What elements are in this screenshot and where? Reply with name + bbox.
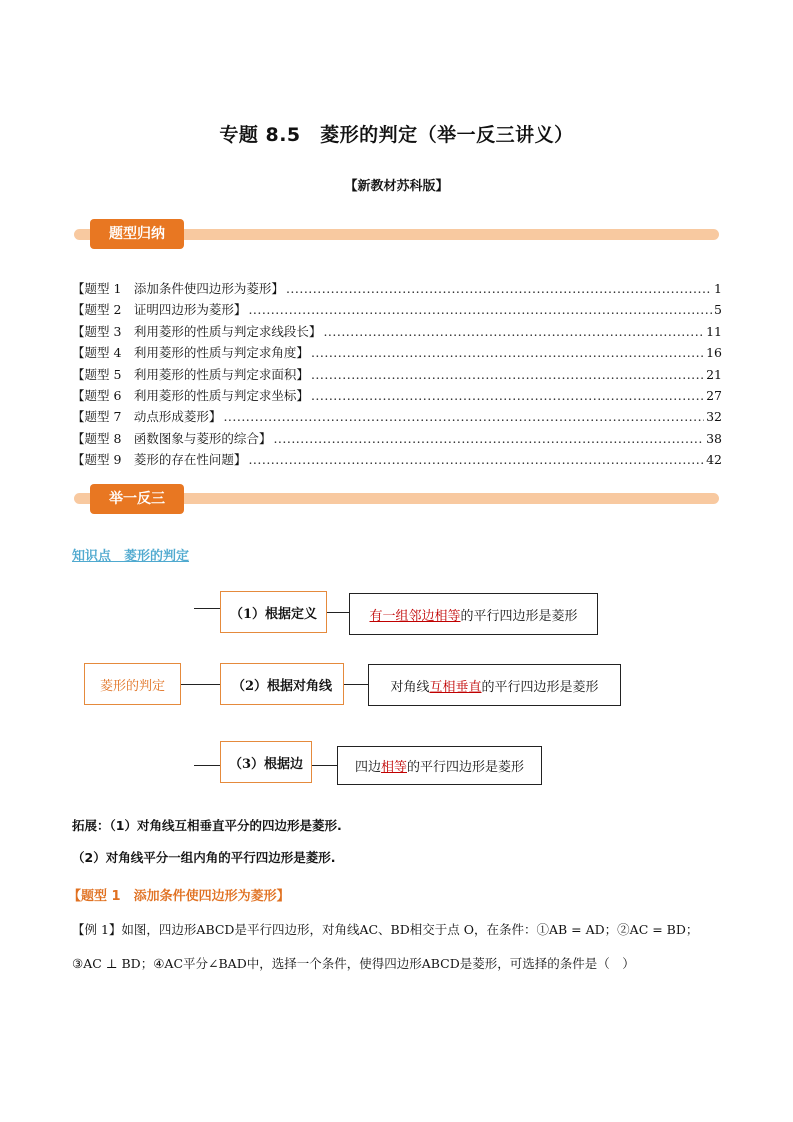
toc-leader-dots <box>311 388 704 403</box>
method-2-label: （2）根据对角线 <box>231 678 333 694</box>
method-3-result <box>337 746 542 785</box>
toc-item[interactable] <box>72 386 722 407</box>
toc-item-label: 【题型 6 利用菱形的性质与判定求坐标】 <box>72 388 309 403</box>
page-subtitle: 【新教材苏科版】 <box>344 179 449 194</box>
method-1-highlight: 有一组邻边相等 <box>369 608 461 624</box>
toc-item-label: 【题型 1 添加条件使四边形为菱形】 <box>72 281 284 296</box>
toc-item[interactable] <box>72 407 722 428</box>
diagram-root <box>84 663 181 705</box>
method-3-highlight: 相等 <box>380 760 407 775</box>
type-1-heading: 【题型 1 添加条件使四边形为菱形】 <box>68 889 290 904</box>
toc-item-label: 【题型 9 菱形的存在性问题】 <box>72 452 247 468</box>
toc-item[interactable] <box>72 365 722 386</box>
toc-item-label: 【题型 3 利用菱形的性质与判定求线段长】 <box>72 323 322 339</box>
toc-item-page: 16 <box>706 345 722 361</box>
page-title: 专题 8.5 菱形的判定（举一反三讲义） <box>219 124 574 146</box>
toc-leader-dots <box>323 324 704 339</box>
toc-item-label: 【题型 5 利用菱形的性质与判定求面积】 <box>72 366 309 382</box>
connector <box>312 765 337 766</box>
method-2-pre: 对角线 <box>390 679 430 695</box>
toc-item[interactable] <box>72 429 722 450</box>
method-1-result <box>349 593 598 635</box>
connector <box>327 612 349 613</box>
connector <box>194 608 220 609</box>
toc-item[interactable] <box>72 322 722 343</box>
example-1-line-2: ③AC ⊥ BD；④AC平分∠BAD中，选择一个条件，使得四边形ABCD是菱形，可选择的条件是（ ） <box>72 956 635 971</box>
method-1-label: （1）根据定义 <box>229 606 318 622</box>
toc-item-page: 27 <box>706 388 722 403</box>
diagram-root-label: 菱形的判定 <box>99 678 165 694</box>
toc-leader-dots <box>273 431 704 446</box>
toc-item[interactable] <box>72 450 722 471</box>
toc-item-page: 32 <box>706 409 722 425</box>
example-1-line-1: 【例 1】如图，四边形ABCD是平行四边形，对角线AC、BD相交于点 O，在条件：①AB = AD；②AC = BD； <box>72 922 699 937</box>
toc-leader-dots <box>311 367 704 382</box>
method-3-label: （3）根据边 <box>228 756 304 772</box>
toc-item-page: 42 <box>706 452 722 468</box>
section-tag-summary: 题型归纳 <box>90 219 184 249</box>
toc-item-page: 1 <box>714 281 722 296</box>
toc-leader-dots <box>248 452 704 467</box>
toc-item-page: 38 <box>706 430 722 446</box>
toc-item[interactable] <box>72 343 722 364</box>
method-1-rest: 的平行四边形是菱形 <box>460 608 578 624</box>
method-2-rest: 的平行四边形是菱形 <box>481 679 599 695</box>
connector <box>181 684 220 685</box>
toc-leader-dots <box>223 409 704 424</box>
toc-item[interactable] <box>72 279 722 300</box>
extension-line-1: 拓展：（1）对角线互相垂直平分的四边形是菱形. <box>72 818 342 833</box>
method-3-rest: 的平行四边形是菱形 <box>407 760 525 775</box>
toc-leader-dots <box>311 345 704 360</box>
connector <box>344 684 368 685</box>
method-1-box <box>220 591 327 633</box>
toc-leader-dots <box>248 302 712 317</box>
toc-item-label: 【题型 8 函数图象与菱形的综合】 <box>72 430 272 446</box>
method-3-pre: 四边 <box>354 760 381 775</box>
toc-item-page: 11 <box>706 323 722 339</box>
toc-item-label: 【题型 2 证明四边形为菱形】 <box>72 302 247 318</box>
toc-item-label: 【题型 4 利用菱形的性质与判定求角度】 <box>72 345 309 361</box>
toc-leader-dots <box>286 281 712 296</box>
knowledge-heading: 知识点 菱形的判定 <box>72 549 190 564</box>
method-3-box <box>220 741 312 783</box>
toc-item-page: 5 <box>714 302 722 318</box>
connector <box>194 765 220 766</box>
toc-item-page: 21 <box>706 366 722 382</box>
toc-item[interactable] <box>72 300 722 321</box>
toc-item-label: 【题型 7 动点形成菱形】 <box>72 409 222 425</box>
method-2-result <box>368 664 621 706</box>
method-2-box <box>220 663 344 705</box>
method-2-highlight: 互相垂直 <box>429 679 482 695</box>
extension-line-2: （2）对角线平分一组内角的平行四边形是菱形. <box>72 850 336 865</box>
section-tag-practice: 举一反三 <box>90 484 184 514</box>
